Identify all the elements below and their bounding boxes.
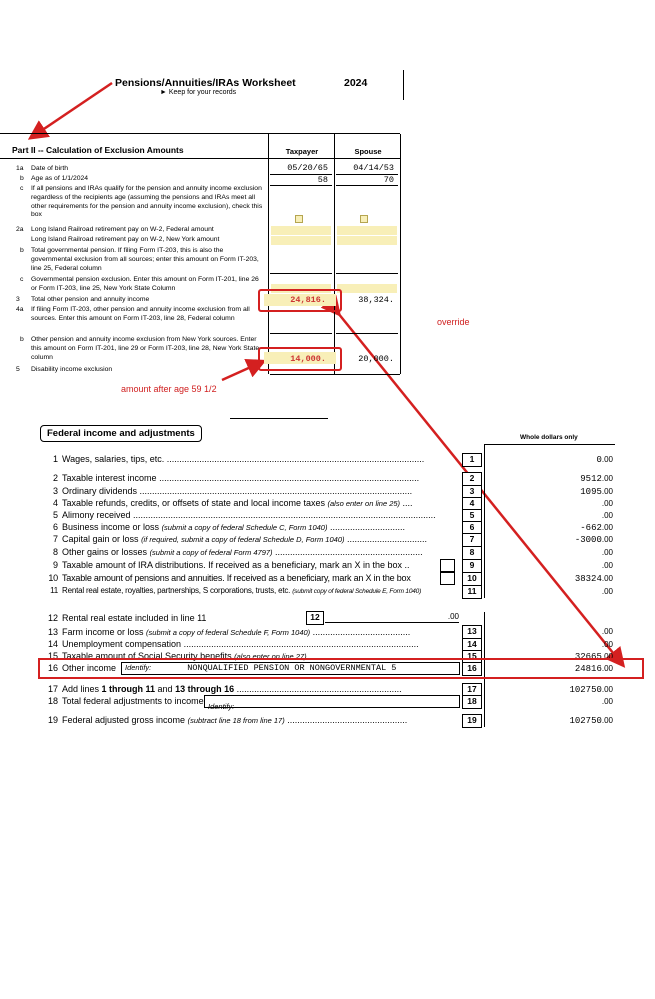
row-num: 1 <box>52 454 58 464</box>
exclusion-checkbox-taxpayer[interactable] <box>295 215 303 223</box>
gov-excl-spouse-field[interactable] <box>337 284 397 293</box>
cents: .00 <box>447 612 459 621</box>
row-num: 5 <box>52 510 58 520</box>
amount-18[interactable] <box>482 696 613 707</box>
cents: .00 <box>601 716 613 725</box>
fed-row-19: 19 Federal adjusted gross income (subtract line 18 from line 17) ................................................ <box>40 715 407 725</box>
row-label: Business income or loss <box>62 522 160 532</box>
row-num: 8 <box>52 547 58 557</box>
row-note: (subtract line 18 from line 17) <box>187 716 285 725</box>
field-rule <box>336 333 398 334</box>
column-divider <box>268 134 269 374</box>
cents: .00 <box>601 640 613 649</box>
amount-value: 102750 <box>569 716 602 726</box>
federal-section-title: Federal income and adjustments <box>40 425 202 442</box>
row-label: Alimony received <box>62 510 131 520</box>
amount-19[interactable] <box>482 715 613 726</box>
row-num: 17 <box>47 684 58 694</box>
row-num: 4 <box>52 498 58 508</box>
cents: .00 <box>601 535 613 544</box>
amount-4[interactable] <box>482 498 613 509</box>
amount-10[interactable] <box>482 573 613 584</box>
line-1a-num: 1a <box>16 165 24 172</box>
cents: .00 <box>601 652 613 661</box>
column-divider <box>334 134 335 374</box>
box-3: 3 <box>462 485 482 499</box>
row-num: 11 <box>50 586 58 595</box>
amount-value: 38324 <box>574 574 602 584</box>
line-5-num: 5 <box>16 366 20 373</box>
line-4a-num: 4a <box>16 306 24 313</box>
row-note: (submit a copy of federal Schedule F, Form 1040) <box>146 628 311 637</box>
box-6: 6 <box>462 521 482 535</box>
row-label: Farm income or loss <box>62 627 144 637</box>
taxpayer-column-header: Taxpayer <box>285 147 319 156</box>
box-4: 4 <box>462 497 482 511</box>
row-label: Rental real estate included in line 11 <box>62 613 207 623</box>
amount-value: 24816 <box>574 664 602 674</box>
override-highlight <box>258 289 342 312</box>
cents: .00 <box>601 511 613 520</box>
row-num: 14 <box>47 639 58 649</box>
amount-14[interactable] <box>482 639 613 650</box>
line-1a-text: Date of birth <box>31 165 69 172</box>
box-15: 15 <box>462 650 482 664</box>
age-annotation: amount after age 59 1/2 <box>121 384 217 394</box>
box-19: 19 <box>462 714 482 728</box>
fed-row-12 <box>40 613 206 623</box>
amount-column-top <box>484 444 615 445</box>
field-rule <box>270 374 400 375</box>
row-note: (submit a copy of federal Form 4797) <box>149 548 273 557</box>
cents: .00 <box>601 499 613 508</box>
fed-row-10 <box>40 573 411 583</box>
part2-title: Part II -- Calculation of Exclusion Amounts <box>12 145 184 155</box>
row-label: Taxable amount of pensions and annuities. If received as a beneficiary, mark an X in the box <box>62 573 411 583</box>
field-rule <box>270 333 332 334</box>
cents: .00 <box>601 697 613 706</box>
lirr-ny-spouse-field[interactable] <box>337 236 397 245</box>
fed-row-8: 8 Other gains or losses (submit a copy of federal Form 4797) ........................................................... <box>40 547 423 557</box>
amount-value: 102750 <box>569 685 602 695</box>
cents: .00 <box>601 664 613 673</box>
box-2: 2 <box>462 472 482 486</box>
fed-row-18 <box>40 696 204 706</box>
cents: .00 <box>601 561 613 570</box>
amount-13[interactable] <box>482 626 613 637</box>
identify-label: Identify: <box>208 702 235 711</box>
line-2a-ny-text: Long Island Railroad retirement pay on W-2, New York amount <box>31 236 220 243</box>
amount-11[interactable] <box>482 586 613 597</box>
box-7: 7 <box>462 533 482 547</box>
separator <box>230 418 328 419</box>
keep-records-note: ► Keep for your records <box>160 89 237 96</box>
fed-row-6: 6 Business income or loss (submit a copy of federal Schedule C, Form 1040) .............................. <box>40 522 405 532</box>
amount-5[interactable] <box>482 510 613 521</box>
age-amount-highlight <box>258 347 342 371</box>
box-8: 8 <box>462 546 482 560</box>
arrow-to-part2 <box>32 83 112 137</box>
row-bold-2: 13 through 16 <box>175 684 235 694</box>
amount-6[interactable] <box>482 522 613 533</box>
lirr-fed-taxpayer-field[interactable] <box>271 226 331 235</box>
line-2b-text: Total governmental pension. If filing Form IT-203, this is also the governmental exclusion from all sources; enter this amount on Form IT-203, line 25, Federal column <box>31 247 259 272</box>
pension-beneficiary-checkbox[interactable] <box>440 572 455 585</box>
line3-taxpayer[interactable]: 24,816. <box>290 295 326 305</box>
amount-1[interactable] <box>482 454 613 465</box>
fed-row-3: 3 Ordinary dividends ............................................................................................................. <box>40 486 412 496</box>
amount-7[interactable] <box>482 534 613 545</box>
row-label: Other income <box>62 663 117 673</box>
column-divider <box>400 134 401 374</box>
row-num: 7 <box>52 534 58 544</box>
amount-value: -662 <box>580 523 602 533</box>
fed-row-11 <box>40 586 421 595</box>
age-taxpayer[interactable]: 58 <box>317 175 328 185</box>
line4b-spouse[interactable]: 20,000. <box>358 354 394 364</box>
line4b-taxpayer[interactable]: 14,000. <box>290 354 326 364</box>
row-label: Taxable interest income <box>62 473 157 483</box>
line-1c-text: If all pensions and IRAs qualify for the pension and annuity income exclusion regardless of the recipients age (assuming the pensions and IRAs meet all other requirements for the pension and annuity income exclusion), check this box <box>31 185 263 219</box>
worksheet-year: 2024 <box>344 77 368 89</box>
row-label: Federal adjusted gross income <box>62 715 186 725</box>
cents: .00 <box>601 474 613 483</box>
dob-taxpayer[interactable]: 05/20/65 <box>287 163 328 173</box>
amount-9[interactable] <box>482 560 613 571</box>
fed-row-1: 1 Wages, salaries, tips, etc. ....................................................................................................... <box>40 454 424 464</box>
box-5: 5 <box>462 509 482 523</box>
row-label: Unemployment compensation <box>62 639 182 649</box>
row-label-b: and <box>155 684 176 694</box>
cents: .00 <box>601 627 613 636</box>
row-label: Total federal adjustments to income <box>62 696 204 706</box>
override-annotation: override <box>437 317 470 327</box>
cents: .00 <box>601 487 613 496</box>
row-num: 16 <box>47 663 58 673</box>
field-rule <box>336 273 398 274</box>
header-rule <box>0 158 400 159</box>
field-rule <box>270 185 332 186</box>
row-num: 15 <box>47 651 58 661</box>
line16-highlight <box>38 658 644 679</box>
adjustments-identify-field[interactable] <box>204 695 460 711</box>
box-14: 14 <box>462 638 482 652</box>
amount-value: 32665 <box>574 652 602 662</box>
field-rule <box>270 273 332 274</box>
row-num: 2 <box>52 473 58 483</box>
row-note: (submit a copy of federal Schedule C, Form 1040) <box>161 523 328 532</box>
line-4b-text: Other pension and annuity income exclusion from New York sources. Enter this amount on Form IT-201, line 29 or Form IT-203, line 28, New York State column <box>31 336 260 361</box>
age-spouse[interactable]: 70 <box>383 175 394 185</box>
box-9: 9 <box>462 559 482 573</box>
line-2c-text: Governmental pension exclusion. Enter this amount on Form IT-201, line 26 or Form IT-203, line 25, New York State Column <box>31 276 259 292</box>
line-2a-num: 2a <box>16 226 24 233</box>
dob-spouse[interactable]: 04/14/53 <box>353 163 394 173</box>
line-1b-text: Age as of 1/1/2024 <box>31 175 89 182</box>
amount-2[interactable] <box>482 473 613 484</box>
row-num: 10 <box>48 573 58 583</box>
ira-beneficiary-checkbox[interactable] <box>440 559 455 572</box>
amount-12[interactable] <box>325 612 459 623</box>
cents: .00 <box>601 523 613 532</box>
lirr-fed-spouse-field[interactable] <box>337 226 397 235</box>
row-label: Taxable amount of IRA distributions. If received as a beneficiary, mark an X in the box <box>62 560 403 570</box>
line3-spouse[interactable]: 38,324. <box>358 295 394 305</box>
cents: .00 <box>601 455 613 464</box>
line-2c-num: c <box>20 276 24 283</box>
box-16: 16 <box>462 662 482 676</box>
amount-3[interactable] <box>482 486 613 497</box>
amount-value: 0 <box>596 455 602 465</box>
fed-row-9: 9 Taxable amount of IRA distributions. If received as a beneficiary, mark an X in the box .. <box>40 560 410 570</box>
line-1b-num: b <box>20 175 24 182</box>
cents: .00 <box>601 548 613 557</box>
cents: .00 <box>601 574 613 583</box>
fed-row-17: 17 Add lines 1 through 11 and 13 through 16 .................................................................. <box>40 684 402 694</box>
fed-row-14: 14 Unemployment compensation .............................................................................................. <box>40 639 419 649</box>
row-bold-1: 1 through 11 <box>101 684 156 694</box>
cents: .00 <box>601 685 613 694</box>
fed-row-15: 15 Taxable amount of Social Security benefits (also enter on line 27) .................................... <box>40 651 399 661</box>
lirr-ny-taxpayer-field[interactable] <box>271 236 331 245</box>
line-2a-text: Long Island Railroad retirement pay on W-2, Federal amount <box>31 226 214 233</box>
fed-row-2: 2 Taxable interest income ........................................................................................................ <box>40 473 419 483</box>
amount-value: -3000 <box>574 535 602 545</box>
row-note: (also enter on line 25) <box>327 499 401 508</box>
line-4a-text: If filing Form IT-203, other pension and annuity income exclusion from all sources. Enter this amount on Form IT-203, line 28, Federal column <box>31 306 250 322</box>
row-num: 3 <box>52 486 58 496</box>
fed-row-5: 5 Alimony received ......................................................................................................................... <box>40 510 436 520</box>
box-10: 10 <box>462 572 482 586</box>
row-label: Taxable refunds, credits, or offsets of state and local income taxes <box>62 498 325 508</box>
line-4b-num: b <box>20 336 24 343</box>
spouse-column-header: Spouse <box>354 147 382 156</box>
field-rule <box>336 185 398 186</box>
identify-value: NONQUALIFIED PENSION OR NONGOVERNMENTAL 5 <box>187 663 397 673</box>
row-label: Other gains or losses <box>62 547 148 557</box>
row-label: Capital gain or loss <box>62 534 139 544</box>
box-12: 12 <box>306 611 324 625</box>
row-label: Ordinary dividends <box>62 486 138 496</box>
box-18: 18 <box>462 695 482 709</box>
keep-text: Keep for your records <box>168 89 237 96</box>
row-num: 13 <box>47 627 58 637</box>
box-13: 13 <box>462 625 482 639</box>
header-divider <box>403 70 404 100</box>
row-num: 18 <box>47 696 58 706</box>
line-5-text: Disability income exclusion <box>31 366 113 373</box>
worksheet-title: Pensions/Annuities/IRAs Worksheet <box>115 77 296 89</box>
line-1c-num: c <box>20 185 24 192</box>
row-label: Rental real estate, royalties, partnerships, S corporations, trusts, etc. <box>62 586 291 595</box>
box-11: 11 <box>462 585 482 599</box>
fed-row-4: 4 Taxable refunds, credits, or offsets of state and local income taxes (also enter on line 25) .... <box>40 498 413 508</box>
fed-row-13: 13 Farm income or loss (submit a copy of federal Schedule F, Form 1040) ....................................... <box>40 627 410 637</box>
fed-row-7: 7 Capital gain or loss (if required, submit a copy of federal Schedule D, Form 1040) ................................ <box>40 534 427 544</box>
whole-dollars-note: Whole dollars only <box>520 434 578 441</box>
row-label-a: Add lines <box>62 684 102 694</box>
box-17: 17 <box>462 683 482 697</box>
row-num: 6 <box>52 522 58 532</box>
line-3-num: 3 <box>16 296 20 303</box>
amount-17[interactable] <box>482 684 613 695</box>
line-2b-num: b <box>20 247 24 254</box>
identify-label: Identify: <box>125 663 152 672</box>
box-1: 1 <box>462 453 482 467</box>
amount-8[interactable] <box>482 547 613 558</box>
amount-value: 9512 <box>580 474 602 484</box>
line-3-text: Total other pension and annuity income <box>31 296 150 303</box>
amount-value: 1095 <box>580 487 602 497</box>
row-label: Taxable amount of Social Security benefits <box>62 651 232 661</box>
row-label: Wages, salaries, tips, etc. <box>62 454 165 464</box>
row-num: 19 <box>47 715 58 725</box>
row-note: (also enter on line 27) <box>234 652 307 661</box>
part2-top-rule <box>0 133 400 134</box>
exclusion-checkbox-spouse[interactable] <box>360 215 368 223</box>
row-note: (submit copy of federal Schedule E, Form 1040) <box>292 588 422 595</box>
row-note: (if required, submit a copy of federal Schedule D, Form 1040) <box>141 535 345 544</box>
row-num: 12 <box>47 613 58 623</box>
row-num: 9 <box>52 560 58 570</box>
cents: .00 <box>601 587 613 596</box>
